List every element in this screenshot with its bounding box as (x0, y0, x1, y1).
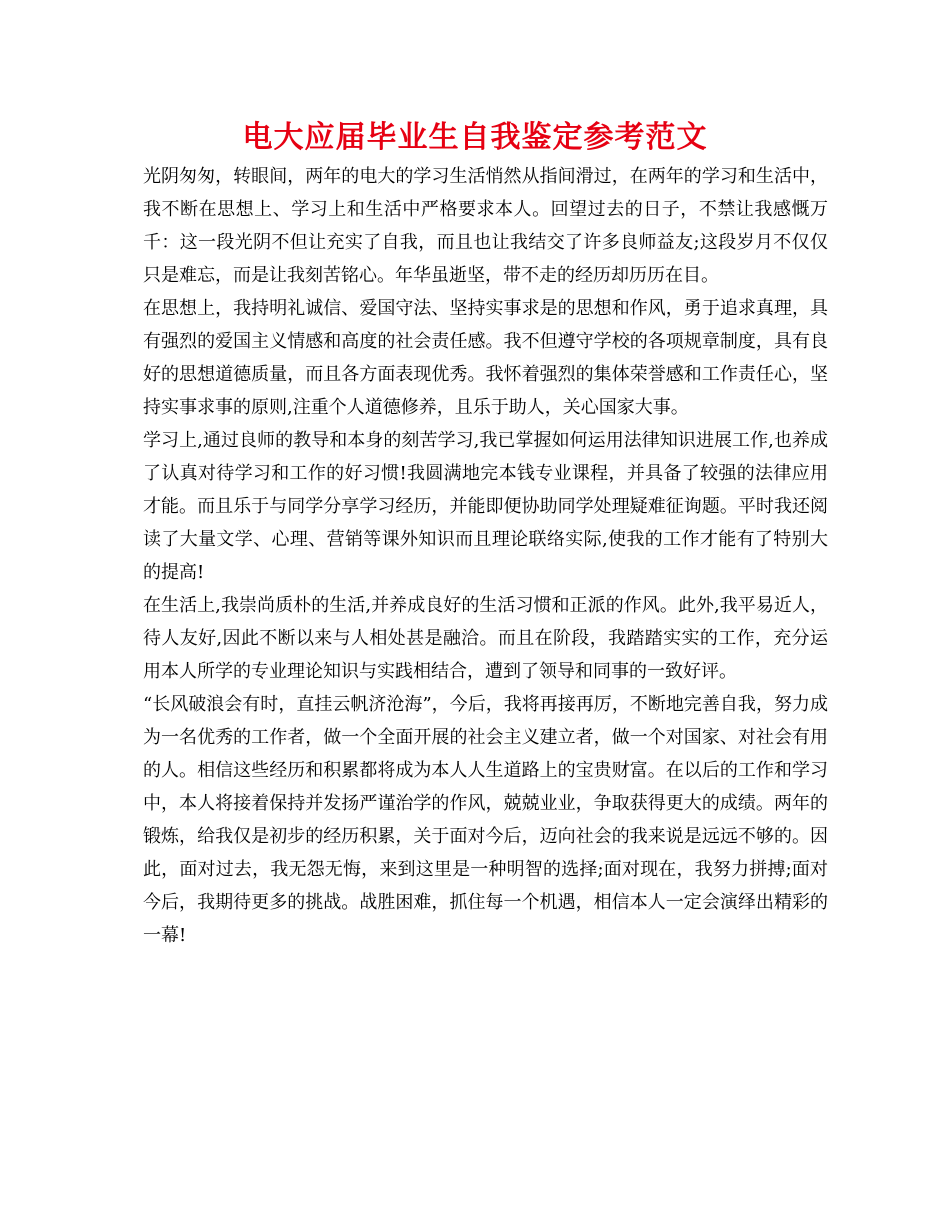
paragraph-conclusion: “长风破浪会有时，直挂云帆济沧海”，今后，我将再接再厉，不断地完善自我，努力成为一名优秀的工作者，做一个全面开展的社会主义建立者，做一个对国家、对社会有用的人。相信这些经历和积累都将成为本人人生道路上的宝贵财富。在以后的工作和学习中，本人将接着保持并发扬严谨治学的作风，兢兢业业，争取获得更大的成绩。两年的锻炼，给我仅是初步的经历积累，关于面对今后，迈向社会的我来说是远远不够的。因此，面对过去，我无怨无悔，来到这里是一种明智的选择;面对现在，我努力拼搏;面对今后，我期待更多的挑战。战胜困难，抓住每一个机遇，相信本人一定会演绎出精彩的一幕! (143, 694, 828, 946)
paragraph-study: 学习上,通过良师的教导和本身的刻苦学习,我已掌握如何运用法律知识进展工作,也养成了认真对待学习和工作的好习惯!我圆满地完本钱专业课程，并具备了较强的法律应用才能。而且乐于与同学分享学习经历，并能即便协助同学处理疑难征询题。平时我还阅读了大量文学、心理、营销等课外知识而且理论联络实际,使我的工作才能有了特别大的提高! (143, 430, 828, 583)
document-body (143, 160, 828, 952)
page-title: 电大应届毕业生自我鉴定参考范文 (242, 120, 708, 155)
paragraph-ideology: 在思想上，我持明礼诚信、爱国守法、坚持实事求是的思想和作风，勇于追求真理，具有强烈的爱国主义情感和高度的社会责任感。我不但遵守学校的各项规章制度，具有良好的思想道德质量，而且各方面表现优秀。我怀着强烈的集体荣誉感和工作责任心，坚持实事求事的原则,注重个人道德修养，且乐于助人，关心国家大事。 (143, 298, 828, 418)
paragraph-intro: 光阴匆匆，转眼间，两年的电大的学习生活悄然从指间滑过，在两年的学习和生活中，我不断在思想上、学习上和生活中严格要求本人。回望过去的日子，不禁让我感慨万千：这一段光阴不但让充实了自我，而且也让我结交了许多良师益友;这段岁月不仅仅只是难忘，而是让我刻苦铭心。年华虽逝坚，带不走的经历却历历在目。 (143, 166, 828, 286)
paragraph-life: 在生活上,我崇尚质朴的生活,并养成良好的生活习惯和正派的作风。此外,我平易近人，待人友好,因此不断以来与人相处甚是融洽。而且在阶段，我踏踏实实的工作，充分运用本人所学的专业理论知识与实践相结合，遭到了领导和同事的一致好评。 (143, 595, 828, 682)
